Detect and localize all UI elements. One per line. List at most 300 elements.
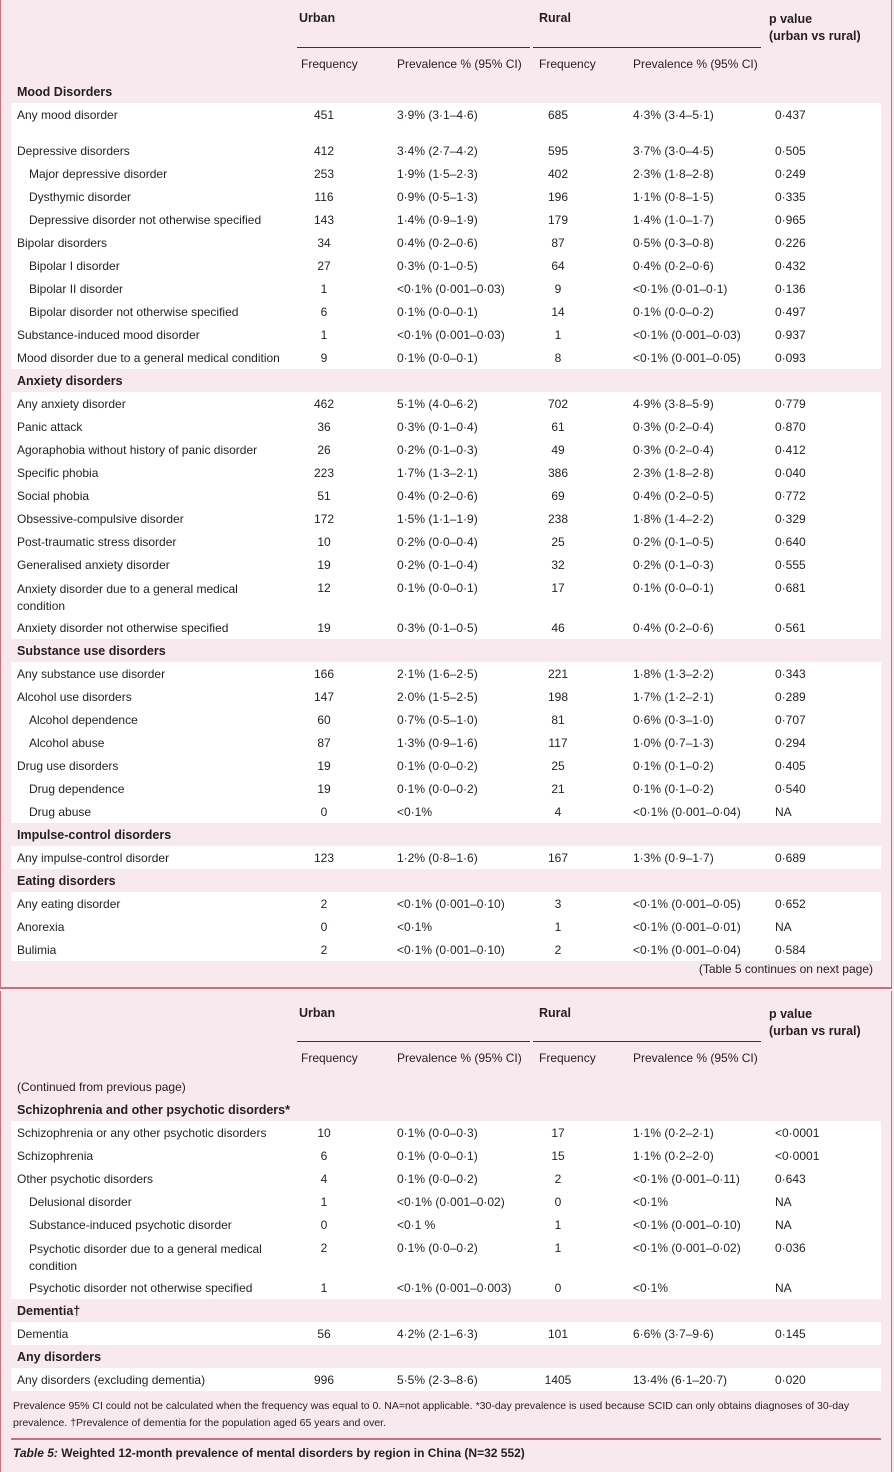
rural-prevalence: 6·6% (3·7–9·6) xyxy=(633,1327,714,1341)
row-label: Schizophrenia xyxy=(17,1149,94,1163)
urban-prevalence: 0·1% (0·0–0·2) xyxy=(397,1241,478,1255)
row-label: Any anxiety disorder xyxy=(17,397,126,411)
table-row xyxy=(11,576,881,616)
table-row xyxy=(11,277,881,300)
rural-frequency: 32 xyxy=(551,558,565,572)
urban-frequency: 123 xyxy=(313,851,335,865)
p-value: 0·965 xyxy=(775,213,806,227)
rural-frequency: 595 xyxy=(547,144,569,158)
table-row xyxy=(11,1236,881,1276)
urban-prevalence: 0·1% (0·0–0·2) xyxy=(397,759,478,773)
urban-prevalence: <0·1% (0·001–0·10) xyxy=(397,943,505,957)
table-row xyxy=(11,1167,881,1190)
table-row xyxy=(11,139,881,162)
table-row xyxy=(11,530,881,553)
table-row xyxy=(11,777,881,800)
row-label: Bipolar II disorder xyxy=(29,282,124,296)
table-row xyxy=(11,438,881,461)
p-value: 0·036 xyxy=(775,1241,806,1255)
continues-note: (Table 5 continues on next page) xyxy=(698,962,873,976)
rural-prevalence: 0·1% (0·1–0·2) xyxy=(633,782,714,796)
table-row xyxy=(11,231,881,254)
urban-prevalence: 0·1% (0·0–0·1) xyxy=(397,305,478,319)
row-label: Other psychotic disorders xyxy=(17,1172,154,1186)
row-label: Any eating disorder xyxy=(17,897,121,911)
row-label: Drug dependence xyxy=(29,782,125,796)
urban-prevalence-header: Prevalence % (95% CI) xyxy=(397,1051,522,1065)
p-value: 0·937 xyxy=(775,328,806,342)
section-label: Eating disorders xyxy=(17,874,116,888)
rural-frequency: 702 xyxy=(547,397,569,411)
urban-prevalence: <0·1% xyxy=(397,920,433,934)
section-label: Mood Disorders xyxy=(17,85,113,99)
rural-prevalence: <0·1% (0·001–0·04) xyxy=(633,805,741,819)
table-row xyxy=(11,185,881,208)
urban-frequency: 166 xyxy=(313,667,335,681)
table-row xyxy=(11,553,881,576)
p-value: 0·136 xyxy=(775,282,806,296)
section-label: Substance use disorders xyxy=(17,644,166,658)
section-header xyxy=(11,823,881,846)
urban-prevalence: 0·2% (0·1–0·4) xyxy=(397,558,478,572)
rural-frequency: 386 xyxy=(547,466,569,480)
p-value: 0·779 xyxy=(775,397,806,411)
section-label: Dementia† xyxy=(17,1304,81,1318)
urban-frequency: 223 xyxy=(313,466,335,480)
rural-prevalence: 1·3% (0·9–1·7) xyxy=(633,851,714,865)
pvalue-header-line1: p value xyxy=(769,1007,813,1021)
urban-prevalence: 0·1% (0·0–0·2) xyxy=(397,1172,478,1186)
p-value: 0·432 xyxy=(775,259,806,273)
table-panel-2 xyxy=(0,991,892,1472)
p-value: 0·412 xyxy=(775,443,806,457)
row-label: Any substance use disorder xyxy=(17,667,166,681)
p-value: 0·343 xyxy=(775,667,806,681)
urban-rule xyxy=(297,47,530,48)
row-label: Alcohol use disorders xyxy=(17,690,132,704)
rural-prevalence: 0·4% (0·2–0·5) xyxy=(633,489,714,503)
p-value: 0·226 xyxy=(775,236,806,250)
rural-frequency: 64 xyxy=(551,259,565,273)
urban-frequency: 6 xyxy=(320,1149,328,1163)
table-row xyxy=(11,1213,881,1236)
rural-prevalence: 0·5% (0·3–0·8) xyxy=(633,236,714,250)
urban-prevalence: 2·1% (1·6–2·5) xyxy=(397,667,478,681)
row-label: Any mood disorder xyxy=(17,108,118,122)
rural-prevalence: <0·1% (0·001–0·03) xyxy=(633,328,741,342)
rural-frequency: 1 xyxy=(554,1218,562,1232)
rural-frequency: 25 xyxy=(551,535,565,549)
row-label: Anxiety disorder not otherwise specified xyxy=(17,621,229,635)
row-label: Psychotic disorder due to a general medical condition xyxy=(29,1242,262,1273)
section-label: Any disorders xyxy=(17,1350,102,1364)
rural-rule xyxy=(533,1041,761,1042)
section-label: Schizophrenia and other psychotic disorders* xyxy=(17,1103,290,1117)
urban-prevalence: 2·0% (1·5–2·5) xyxy=(397,690,478,704)
row-label: Alcohol abuse xyxy=(29,736,105,750)
table-caption xyxy=(13,1446,879,1460)
urban-frequency: 87 xyxy=(317,736,331,750)
p-value: 0·040 xyxy=(775,466,806,480)
p-value: 0·437 xyxy=(775,108,806,122)
table-row xyxy=(11,846,881,869)
rural-frequency: 2 xyxy=(554,1172,562,1186)
urban-frequency: 60 xyxy=(317,713,331,727)
row-label: Mood disorder due to a general medical condition xyxy=(17,351,280,365)
table-footnote: Prevalence 95% CI could not be calculated when the frequency was equal to 0. NA=not applicable. *30-day prevalence is used because SCID can only obtains diagnoses of 30-day prevalence. †Prevalence of dementia for the population aged 65 years and over. xyxy=(13,1400,850,1429)
urban-prevalence: <0·1 % xyxy=(397,1218,436,1232)
rural-prevalence: 0·1% (0·1–0·2) xyxy=(633,759,714,773)
rural-frequency: 198 xyxy=(547,690,569,704)
urban-frequency: 2 xyxy=(320,1241,328,1255)
row-label: Depressive disorder not otherwise specified xyxy=(29,213,262,227)
rural-frequency: 87 xyxy=(551,236,565,250)
section-header xyxy=(11,369,881,392)
urban-prevalence: 0·2% (0·1–0·3) xyxy=(397,443,478,457)
row-label: Generalised anxiety disorder xyxy=(17,558,170,572)
p-value: 0·093 xyxy=(775,351,806,365)
table-row xyxy=(11,323,881,346)
row-label: Dementia xyxy=(17,1327,69,1341)
urban-prevalence: 0·1% (0·0–0·1) xyxy=(397,581,478,595)
rural-prevalence: 3·7% (3·0–4·5) xyxy=(633,144,714,158)
table-row xyxy=(11,754,881,777)
rural-prevalence: 4·3% (3·4–5·1) xyxy=(633,108,714,122)
urban-frequency: 0 xyxy=(320,805,328,819)
rural-frequency: 21 xyxy=(551,782,565,796)
rural-prevalence: 0·1% (0·0–0·2) xyxy=(633,305,714,319)
rural-frequency: 61 xyxy=(551,420,565,434)
urban-prevalence: 4·2% (2·1–6·3) xyxy=(397,1327,478,1341)
urban-prevalence: 0·2% (0·0–0·4) xyxy=(397,535,478,549)
urban-frequency: 6 xyxy=(320,305,328,319)
rural-frequency: 1405 xyxy=(544,1373,572,1387)
pvalue-header xyxy=(769,11,861,45)
row-label: Alcohol dependence xyxy=(29,713,138,727)
row-label: Bipolar disorders xyxy=(17,236,108,250)
rural-frequency: 179 xyxy=(547,213,569,227)
urban-frequency: 2 xyxy=(320,943,328,957)
rural-prevalence: <0·1% (0·001–0·04) xyxy=(633,943,741,957)
rural-prevalence: <0·1% (0·001–0·11) xyxy=(633,1172,740,1186)
caption-label: Table 5: xyxy=(13,1446,58,1460)
rural-frequency: 3 xyxy=(554,897,562,911)
pvalue-header-line2: (urban vs rural) xyxy=(769,29,861,43)
rural-prevalence: 1·8% (1·3–2·2) xyxy=(633,667,714,681)
rural-frequency: 685 xyxy=(547,108,569,122)
caption-rule xyxy=(11,1438,881,1440)
urban-frequency: 451 xyxy=(313,108,335,122)
table-row xyxy=(11,103,881,139)
urban-frequency: 27 xyxy=(317,259,331,273)
row-label: Drug use disorders xyxy=(17,759,119,773)
rural-prevalence: 0·2% (0·1–0·5) xyxy=(633,535,714,549)
rural-prevalence: 13·4% (6·1–20·7) xyxy=(633,1373,728,1387)
table-row xyxy=(11,162,881,185)
pvalue-header-line2: (urban vs rural) xyxy=(769,1024,861,1038)
rural-frequency: 117 xyxy=(548,736,568,750)
table-row xyxy=(11,1144,881,1167)
rural-prevalence-header: Prevalence % (95% CI) xyxy=(633,1051,758,1065)
table-body-2 xyxy=(11,1075,881,1391)
row-label: Social phobia xyxy=(17,489,90,503)
p-value: <0·0001 xyxy=(775,1126,820,1140)
continued-note xyxy=(11,1075,881,1098)
table-row xyxy=(11,208,881,231)
rural-prevalence: <0·1% (0·001–0·10) xyxy=(633,1218,741,1232)
urban-prevalence: 0·1% (0·0–0·2) xyxy=(397,782,478,796)
p-value: 0·707 xyxy=(775,713,806,727)
table-row xyxy=(11,300,881,323)
p-value: 0·405 xyxy=(775,759,806,773)
urban-prevalence: 1·9% (1·5–2·3) xyxy=(397,167,478,181)
urban-prevalence: <0·1% (0·001–0·02) xyxy=(397,1195,505,1209)
urban-prevalence: 5·1% (4·0–6·2) xyxy=(397,397,478,411)
p-value: 0·329 xyxy=(775,512,806,526)
urban-frequency: 10 xyxy=(317,1126,331,1140)
p-value: NA xyxy=(775,1218,792,1232)
rural-prevalence: 1·1% (0·2–2·0) xyxy=(633,1149,714,1163)
rural-frequency: 196 xyxy=(547,190,569,204)
row-label: Any impulse-control disorder xyxy=(17,851,170,865)
rural-prevalence: 1·4% (1·0–1·7) xyxy=(633,213,714,227)
rural-prevalence: <0·1% (0·01–0·1) xyxy=(633,282,728,296)
rural-frequency: 46 xyxy=(551,621,565,635)
urban-frequency: 9 xyxy=(320,351,328,365)
urban-prevalence: 1·5% (1·1–1·9) xyxy=(397,512,478,526)
table-row xyxy=(11,800,881,823)
p-value: 0·652 xyxy=(775,897,806,911)
table-row xyxy=(11,892,881,915)
pvalue-header-line1: p value xyxy=(769,12,813,26)
rural-frequency: 25 xyxy=(551,759,565,773)
urban-frequency: 1 xyxy=(320,1195,328,1209)
urban-prevalence: 0·3% (0·1–0·4) xyxy=(397,420,478,434)
rural-frequency: 49 xyxy=(551,443,565,457)
urban-frequency: 26 xyxy=(317,443,331,457)
table-body-1 xyxy=(11,80,881,961)
rural-prevalence: 1·7% (1·2–2·1) xyxy=(633,690,714,704)
rural-frequency: 2 xyxy=(554,943,562,957)
urban-frequency-header: Frequency xyxy=(301,57,358,71)
table-row xyxy=(11,1276,881,1299)
table-row xyxy=(11,731,881,754)
row-label: Panic attack xyxy=(17,420,83,434)
rural-prevalence: 1·0% (0·7–1·3) xyxy=(633,736,714,750)
row-label: Any disorders (excluding dementia) xyxy=(17,1373,206,1387)
p-value: 0·640 xyxy=(775,535,806,549)
urban-prevalence: 0·4% (0·2–0·6) xyxy=(397,236,478,250)
rural-frequency: 81 xyxy=(551,713,565,727)
p-value: NA xyxy=(775,805,792,819)
rural-frequency: 14 xyxy=(551,305,565,319)
urban-prevalence: <0·1% (0·001–0·03) xyxy=(397,328,505,342)
rural-frequency: 1 xyxy=(554,328,562,342)
row-label: Bulimia xyxy=(17,943,57,957)
row-label: Post-traumatic stress disorder xyxy=(17,535,177,549)
rural-header: Rural xyxy=(539,11,571,25)
urban-frequency: 12 xyxy=(317,581,331,595)
row-label: Agoraphobia without history of panic disorder xyxy=(17,443,258,457)
urban-prevalence: 0·1% (0·0–0·1) xyxy=(397,351,478,365)
table-row xyxy=(11,346,881,369)
rural-prevalence: 2·3% (1·8–2·8) xyxy=(633,466,714,480)
p-value: 0·505 xyxy=(775,144,806,158)
urban-frequency: 34 xyxy=(317,236,331,250)
rural-prevalence: 0·4% (0·2–0·6) xyxy=(633,621,714,635)
p-value: 0·335 xyxy=(775,190,806,204)
table-row xyxy=(11,1322,881,1345)
rural-frequency: 9 xyxy=(554,282,562,296)
urban-frequency: 0 xyxy=(320,920,328,934)
rural-prevalence: <0·1% (0·001–0·02) xyxy=(633,1241,741,1255)
caption-text: Weighted 12-month prevalence of mental disorders by region in China (N=32 552) xyxy=(57,1446,525,1460)
urban-prevalence: 3·4% (2·7–4·2) xyxy=(397,144,478,158)
rural-frequency: 167 xyxy=(547,851,569,865)
urban-frequency: 19 xyxy=(317,759,331,773)
urban-prevalence: 0·3% (0·1–0·5) xyxy=(397,621,478,635)
rural-frequency: 0 xyxy=(554,1195,562,1209)
p-value: 0·870 xyxy=(775,420,806,434)
rural-prevalence: 0·1% (0·0–0·1) xyxy=(633,581,714,595)
row-label: Drug abuse xyxy=(29,805,92,819)
p-value: 0·289 xyxy=(775,690,806,704)
rural-frequency: 402 xyxy=(547,167,569,181)
urban-prevalence: 0·9% (0·5–1·3) xyxy=(397,190,478,204)
rural-prevalence: <0·1% xyxy=(633,1195,669,1209)
rural-frequency-header: Frequency xyxy=(539,57,596,71)
urban-frequency: 56 xyxy=(317,1327,331,1341)
urban-prevalence: <0·1% (0·001–0·03) xyxy=(397,282,505,296)
urban-frequency: 1 xyxy=(320,282,328,296)
row-label: Anorexia xyxy=(17,920,65,934)
p-value: 0·294 xyxy=(775,736,806,750)
urban-frequency: 4 xyxy=(320,1172,328,1186)
urban-prevalence: 0·7% (0·5–1·0) xyxy=(397,713,478,727)
urban-frequency: 51 xyxy=(317,489,331,503)
rural-prevalence: 2·3% (1·8–2·8) xyxy=(633,167,714,181)
section-label: Anxiety disorders xyxy=(17,374,123,388)
urban-frequency: 0 xyxy=(320,1218,328,1232)
row-label: Dysthymic disorder xyxy=(29,190,132,204)
section-header xyxy=(11,869,881,892)
table-header xyxy=(1,0,891,84)
section-label: Impulse-control disorders xyxy=(17,828,172,842)
urban-frequency: 996 xyxy=(313,1373,335,1387)
rural-frequency: 238 xyxy=(547,512,569,526)
rural-frequency: 17 xyxy=(551,581,565,595)
table-row xyxy=(11,415,881,438)
urban-prevalence-header: Prevalence % (95% CI) xyxy=(397,57,522,71)
rural-prevalence: 0·6% (0·3–1·0) xyxy=(633,713,714,727)
urban-frequency: 253 xyxy=(313,167,335,181)
rural-prevalence-header: Prevalence % (95% CI) xyxy=(633,57,758,71)
p-value: 0·681 xyxy=(775,581,806,595)
section-header xyxy=(11,1299,881,1322)
urban-prevalence: <0·1% (0·001–0·10) xyxy=(397,897,505,911)
rural-prevalence: 0·2% (0·1–0·3) xyxy=(633,558,714,572)
section-header xyxy=(11,1098,881,1121)
p-value: 0·561 xyxy=(775,621,806,635)
row-label: (Continued from previous page) xyxy=(17,1080,186,1094)
urban-frequency: 412 xyxy=(313,144,335,158)
urban-prevalence: 1·7% (1·3–2·1) xyxy=(397,466,478,480)
urban-prevalence: 5·5% (2·3–8·6) xyxy=(397,1373,478,1387)
table-row xyxy=(11,938,881,961)
urban-frequency: 1 xyxy=(320,1281,328,1295)
rural-prevalence: 1·8% (1·4–2·2) xyxy=(633,512,714,526)
table-row xyxy=(11,254,881,277)
p-value: 0·555 xyxy=(775,558,806,572)
p-value: 0·020 xyxy=(775,1373,806,1387)
section-header xyxy=(11,1345,881,1368)
urban-header: Urban xyxy=(299,1006,336,1020)
p-value: NA xyxy=(775,920,792,934)
urban-frequency-header: Frequency xyxy=(301,1051,358,1065)
rural-frequency: 17 xyxy=(551,1126,565,1140)
row-label: Substance-induced mood disorder xyxy=(17,328,200,342)
rural-prevalence: 4·9% (3·8–5·9) xyxy=(633,397,714,411)
urban-prevalence: 3·9% (3·1–4·6) xyxy=(397,108,478,122)
rural-prevalence: 0·4% (0·2–0·6) xyxy=(633,259,714,273)
p-value: 0·643 xyxy=(775,1172,806,1186)
p-value: 0·497 xyxy=(775,305,806,319)
rural-frequency: 1 xyxy=(554,1241,562,1255)
urban-prevalence: 0·4% (0·2–0·6) xyxy=(397,489,478,503)
p-value: NA xyxy=(775,1195,792,1209)
table-row xyxy=(11,484,881,507)
urban-prevalence: 0·1% (0·0–0·1) xyxy=(397,1149,478,1163)
row-label: Anxiety disorder due to a general medical condition xyxy=(17,582,238,613)
rural-prevalence: 0·3% (0·2–0·4) xyxy=(633,443,714,457)
p-value: 0·689 xyxy=(775,851,806,865)
p-value: 0·145 xyxy=(775,1327,806,1341)
rural-prevalence: <0·1% (0·001–0·01) xyxy=(633,920,741,934)
rural-prevalence: <0·1% (0·001–0·05) xyxy=(633,351,741,365)
urban-frequency: 462 xyxy=(313,397,335,411)
table-row xyxy=(11,685,881,708)
rural-frequency: 0 xyxy=(554,1281,562,1295)
urban-frequency: 19 xyxy=(317,558,331,572)
table-row xyxy=(11,616,881,639)
table-row xyxy=(11,507,881,530)
row-label: Bipolar disorder not otherwise specified xyxy=(29,305,239,319)
urban-frequency: 1 xyxy=(320,328,328,342)
urban-frequency: 2 xyxy=(320,897,328,911)
urban-frequency: 10 xyxy=(317,535,331,549)
row-label: Obsessive-compulsive disorder xyxy=(17,512,184,526)
row-label: Delusional disorder xyxy=(29,1195,132,1209)
p-value: 0·584 xyxy=(775,943,806,957)
row-label: Schizophrenia or any other psychotic disorders xyxy=(17,1126,267,1140)
table-row xyxy=(11,1121,881,1144)
rural-frequency-header: Frequency xyxy=(539,1051,596,1065)
urban-prevalence: 1·4% (0·9–1·9) xyxy=(397,213,478,227)
rural-header: Rural xyxy=(539,1006,571,1020)
row-label: Depressive disorders xyxy=(17,144,130,158)
rural-frequency: 1 xyxy=(554,920,562,934)
table-row xyxy=(11,1368,881,1391)
rural-frequency: 101 xyxy=(547,1327,569,1341)
urban-prevalence: <0·1% (0·001–0·003) xyxy=(397,1281,512,1295)
p-value: 0·772 xyxy=(775,489,806,503)
urban-frequency: 19 xyxy=(317,621,331,635)
urban-prevalence: 1·3% (0·9–1·6) xyxy=(397,736,478,750)
rural-frequency: 4 xyxy=(554,805,562,819)
rural-frequency: 15 xyxy=(551,1149,565,1163)
p-value: 0·249 xyxy=(775,167,806,181)
rural-prevalence: 1·1% (0·2–2·1) xyxy=(633,1126,714,1140)
